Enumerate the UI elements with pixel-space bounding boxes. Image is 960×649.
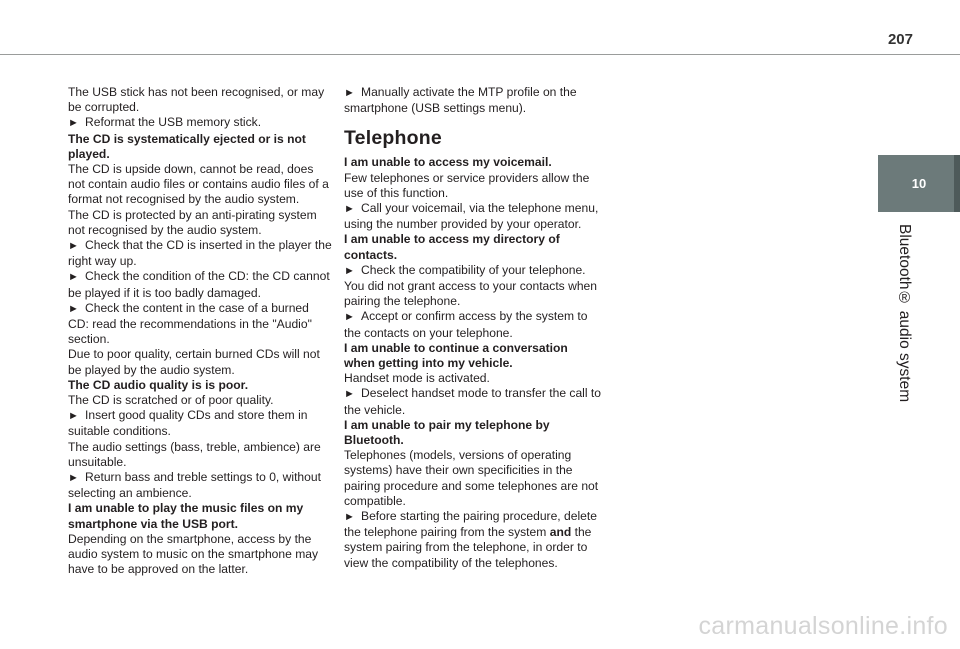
paragraph	[68, 440, 332, 470]
section-heading-telephone: Telephone	[344, 127, 442, 150]
paragraph	[68, 347, 332, 377]
bullet-item	[344, 386, 602, 417]
bullet-item	[344, 509, 602, 571]
bullet-text-before: Before starting the pairing procedure, delete the telephone pairing from the system	[344, 509, 597, 540]
chapter-tab-edge	[954, 155, 960, 212]
bullet-text: Check that the CD is inserted in the player the right way up.	[68, 238, 332, 269]
paragraph	[68, 532, 332, 578]
bullet-text: Call your voicemail, via the telephone menu, using the number provided by your operator.	[344, 201, 599, 232]
bullet-text: Deselect handset mode to transfer the call to the vehicle.	[344, 386, 601, 417]
chapter-title: Bluetooth® audio system	[896, 224, 913, 403]
bullet-item	[344, 201, 602, 232]
paragraph	[68, 393, 332, 408]
bullet-text: Insert good quality CDs and store them in suitable conditions.	[68, 408, 308, 439]
paragraph-text: The CD is scratched or of poor quality.	[68, 393, 274, 408]
chapter-tab	[878, 155, 960, 212]
paragraph	[344, 448, 602, 509]
paragraph	[344, 171, 602, 201]
question-text: The CD is systematically ejected or is not played.	[68, 131, 306, 161]
bullet-item	[344, 85, 602, 116]
bullet-text: Reformat the USB memory stick.	[85, 115, 262, 130]
paragraph-text: Depending on the smartphone, access by the audio system to music on the smartphone may have to be approved on the latter.	[68, 531, 319, 577]
paragraph-text: The audio settings (bass, treble, ambience) are unsuitable.	[68, 439, 321, 469]
paragraph-text: The CD is protected by an anti-pirating system not recognised by the audio system.	[68, 207, 317, 237]
chapter-title-container	[892, 224, 916, 404]
paragraph-text: The USB stick has not been recognised, or may be corrupted.	[68, 85, 325, 115]
header-divider	[0, 54, 960, 55]
paragraph-text: You did not grant access to your contacts when pairing the telephone.	[344, 279, 598, 309]
question-text: I am unable to access my directory of contacts.	[344, 232, 560, 262]
paragraph-text: Handset mode is activated.	[344, 371, 490, 386]
bullet-text: Check the content in the case of a burned CD: read the recommendations in the "Audio" section.	[68, 300, 312, 347]
watermark-text: carmanualsonline.info	[698, 612, 948, 640]
chapter-number: 10	[911, 176, 927, 191]
paragraph-text: Few telephones or service providers allow the use of this function.	[344, 170, 590, 200]
bullet-text: Check the compatibility of your telephone.	[361, 262, 586, 277]
left-column	[68, 85, 332, 578]
bullet-item	[68, 301, 332, 348]
right-column	[344, 85, 602, 571]
paragraph-text: Telephones (models, versions of operating systems) have their own specificities in the pairing procedure and some telephones are not compatible.	[344, 448, 599, 508]
paragraph	[68, 162, 332, 208]
bullet-item	[68, 470, 332, 501]
question-heading	[344, 155, 602, 170]
bullet-text: Return bass and treble settings to 0, without selecting an ambience.	[68, 470, 321, 501]
paragraph	[68, 85, 332, 115]
page-number: 207	[887, 31, 913, 48]
bullet-text: Check the condition of the CD: the CD cannot be played if it is too badly damaged.	[68, 269, 330, 300]
question-text: I am unable to play the music files on my smartphone via the USB port.	[68, 501, 304, 531]
question-text: I am unable to continue a conversation when getting into my vehicle.	[344, 340, 568, 371]
question-text: I am unable to pair my telephone by Bluetooth.	[344, 417, 550, 448]
question-heading	[344, 341, 602, 371]
bullet-item	[344, 263, 602, 279]
paragraph-text: The CD is upside down, cannot be read, does not contain audio files or contains audio files of a format not recognised by the audio system.	[68, 162, 329, 207]
question-text: The CD audio quality is is poor.	[68, 377, 249, 392]
bullet-item	[68, 115, 332, 131]
bullet-text-after: the system pairing from the telephone, in order to view the compatibility of the telephones.	[344, 525, 592, 570]
question-heading	[344, 418, 602, 448]
bullet-item	[68, 269, 332, 300]
paragraph	[344, 371, 602, 386]
bullet-item	[344, 309, 602, 340]
paragraph	[68, 208, 332, 238]
question-heading	[68, 132, 332, 162]
question-heading	[68, 501, 332, 531]
question-heading	[344, 232, 602, 262]
bullet-text: Manually activate the MTP profile on the smartphone (USB settings menu).	[344, 85, 577, 116]
paragraph-text: Due to poor quality, certain burned CDs will not be played by the audio system.	[68, 347, 320, 377]
question-text: I am unable to access my voicemail.	[344, 155, 552, 170]
paragraph	[344, 279, 602, 309]
bullet-item	[68, 238, 332, 269]
bullet-text-emphasis: and	[549, 525, 572, 540]
bullet-item	[68, 408, 332, 439]
bullet-text: Accept or confirm access by the system to the contacts on your telephone.	[344, 309, 588, 340]
question-heading	[68, 378, 332, 393]
